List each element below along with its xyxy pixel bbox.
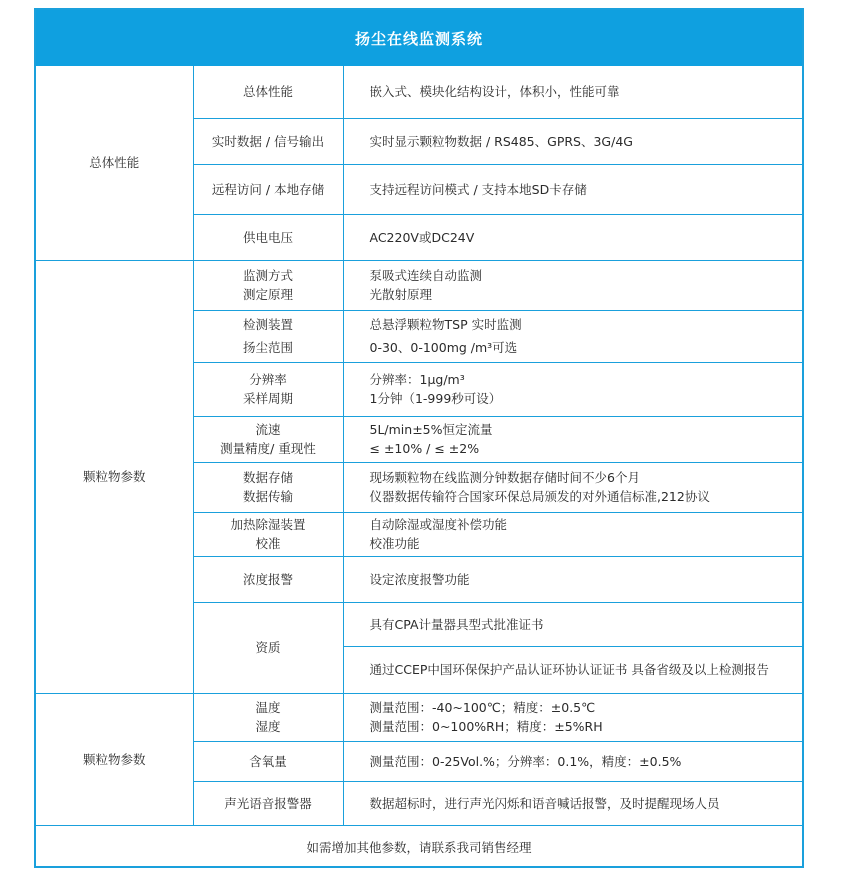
param-value bbox=[343, 462, 802, 512]
param-name-line: 监测方式 bbox=[242, 268, 293, 283]
param-name bbox=[193, 362, 343, 416]
param-name bbox=[193, 693, 343, 741]
param-name: 声光语音报警器 bbox=[193, 781, 343, 825]
category-cell: 颗粒物参数 bbox=[36, 260, 193, 693]
param-name bbox=[193, 260, 343, 310]
param-value-line: 测量范围：-40~100℃；精度：±0.5℃ bbox=[369, 700, 596, 715]
table-row bbox=[36, 260, 802, 310]
param-name: 远程访问 / 本地存储 bbox=[193, 164, 343, 214]
param-name bbox=[193, 416, 343, 462]
param-value bbox=[343, 310, 802, 362]
param-name bbox=[193, 512, 343, 556]
table-title: 扬尘在线监测系统 bbox=[36, 10, 802, 66]
param-name-line: 流速 bbox=[255, 422, 281, 437]
param-value bbox=[343, 260, 802, 310]
param-value-line: 校准功能 bbox=[369, 536, 420, 551]
param-name: 供电电压 bbox=[193, 214, 343, 260]
param-value: 通过CCEP中国环保保护产品认证环协认证证书 具备省级及以上检测报告 bbox=[343, 646, 802, 693]
category-cell: 总体性能 bbox=[36, 66, 193, 260]
param-name-line: 测定原理 bbox=[242, 287, 293, 302]
param-name-line: 扬尘范围 bbox=[242, 340, 293, 355]
param-value-line: 测量范围：0~100%RH；精度：±5%RH bbox=[369, 719, 603, 734]
param-value: 嵌入式、模块化结构设计，体积小，性能可靠 bbox=[343, 66, 802, 118]
param-value bbox=[343, 416, 802, 462]
param-name-line: 数据传输 bbox=[242, 489, 293, 504]
table-row bbox=[36, 825, 802, 870]
param-value-line: 泵吸式连续自动监测 bbox=[369, 268, 483, 283]
param-value: 支持远程访问模式 / 支持本地SD卡存储 bbox=[343, 164, 802, 214]
param-value-line: 现场颗粒物在线监测分钟数据存储时间不少6个月 bbox=[369, 470, 640, 485]
param-value: 具有CPA计量器具型式批准证书 bbox=[343, 602, 802, 646]
param-value-line: 0-30、0-100mg /m³可选 bbox=[369, 340, 518, 355]
param-value bbox=[343, 693, 802, 741]
param-name: 浓度报警 bbox=[193, 556, 343, 602]
spec-table-frame bbox=[34, 8, 804, 868]
param-name-line: 分辨率 bbox=[249, 372, 287, 387]
param-value bbox=[343, 512, 802, 556]
param-value-line: 1分钟（1-999秒可设） bbox=[369, 391, 502, 406]
footer-note: 如需增加其他参数，请联系我司销售经理 bbox=[36, 825, 802, 870]
param-value-line: ≤ ±10% / ≤ ±2% bbox=[369, 441, 480, 456]
table-row bbox=[36, 693, 802, 741]
param-name-line: 温度 bbox=[255, 700, 281, 715]
param-name bbox=[193, 310, 343, 362]
param-name-line: 校准 bbox=[255, 536, 281, 551]
param-name-line: 测量精度/ 重现性 bbox=[220, 441, 316, 456]
param-name-line: 湿度 bbox=[255, 719, 281, 734]
param-name-line: 加热除湿装置 bbox=[230, 517, 306, 532]
param-value: AC220V或DC24V bbox=[343, 214, 802, 260]
param-value-line: 分辨率：1μg/m³ bbox=[369, 372, 465, 387]
param-name: 含氧量 bbox=[193, 741, 343, 781]
param-name-line: 采样周期 bbox=[242, 391, 293, 406]
param-value: 设定浓度报警功能 bbox=[343, 556, 802, 602]
param-name: 资质 bbox=[193, 602, 343, 693]
spec-table bbox=[36, 66, 802, 870]
table-row bbox=[36, 66, 802, 118]
param-name: 总体性能 bbox=[193, 66, 343, 118]
param-value: 测量范围：0-25Vol.%；分辨率：0.1%，精度：±0.5% bbox=[343, 741, 802, 781]
param-value-line: 自动除湿或湿度补偿功能 bbox=[369, 517, 508, 532]
param-name bbox=[193, 462, 343, 512]
param-value-line: 总悬浮颗粒物TSP 实时监测 bbox=[369, 317, 522, 332]
param-name: 实时数据 / 信号输出 bbox=[193, 118, 343, 164]
param-value-line: 5L/min±5%恒定流量 bbox=[369, 422, 493, 437]
category-cell: 颗粒物参数 bbox=[36, 693, 193, 825]
param-value: 实时显示颗粒物数据 / RS485、GPRS、3G/4G bbox=[343, 118, 802, 164]
param-name-line: 检测装置 bbox=[242, 317, 293, 332]
param-value: 数据超标时，进行声光闪烁和语音喊话报警，及时提醒现场人员 bbox=[343, 781, 802, 825]
param-value bbox=[343, 362, 802, 416]
param-value-line: 光散射原理 bbox=[369, 287, 433, 302]
param-name-line: 数据存储 bbox=[242, 470, 293, 485]
param-value-line: 仪器数据传输符合国家环保总局颁发的对外通信标准,212协议 bbox=[369, 489, 710, 504]
